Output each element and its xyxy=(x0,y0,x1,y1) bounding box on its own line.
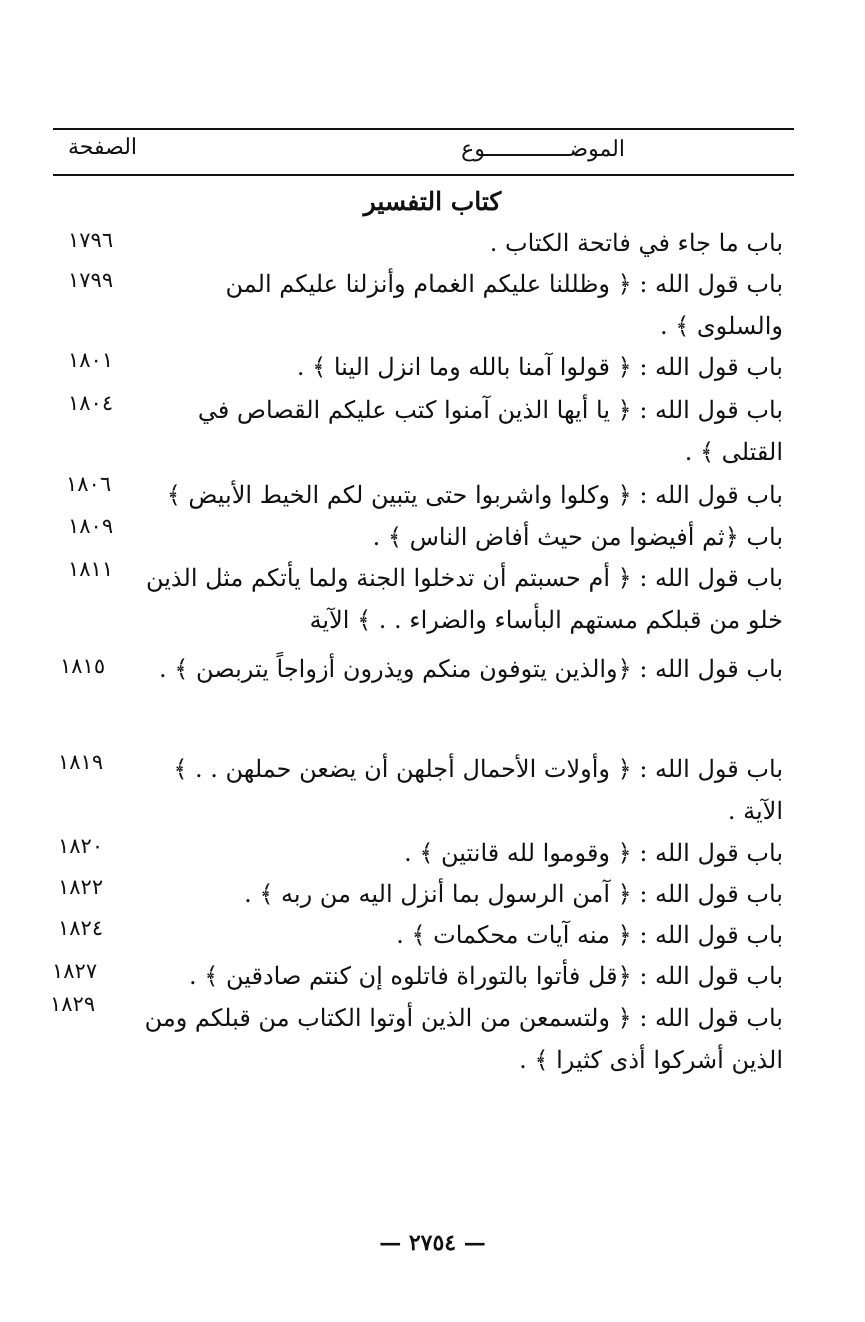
toc-entry-11: باب قول الله : ﴿ آمن الرسول بما أنزل اليه من ربه ﴾ . xyxy=(244,880,783,908)
toc-entry-10: باب قول الله : ﴿ وقوموا لله قانتين ﴾ . xyxy=(404,839,783,867)
header-top-rule xyxy=(53,128,794,130)
toc-entry-1: باب ما جاء في فاتحة الكتاب . xyxy=(489,229,783,257)
toc-entry-8-page: ١٨١٥ xyxy=(60,654,106,678)
toc-entry-1-page: ١٧٩٦ xyxy=(68,228,114,252)
toc-entry-4-page: ١٨٠٤ xyxy=(68,391,114,415)
page-number-footer: — ٢٧٥٤ — xyxy=(379,1230,486,1256)
toc-entry-7: باب قول الله : ﴿ أم حسبتم أن تدخلوا الجنة ولما يأتكم مثل الذين خلو من قبلكم مستهم البأساء والضراء . . ﴾ الآية xyxy=(145,564,783,634)
toc-entry-4: باب قول الله : ﴿ يا أيها الذين آمنوا كتب عليكم القصاص في القتلى ﴾ . xyxy=(197,396,783,466)
toc-entry-7-page: ١٨١١ xyxy=(68,557,114,581)
header-page-label: الصفحة xyxy=(68,135,138,160)
toc-entry-3-page: ١٨٠١ xyxy=(68,348,114,372)
toc-entry-9-page: ١٨١٩ xyxy=(58,750,104,774)
toc-entry-9: باب قول الله : ﴿ وأولات الأحمال أجلهن أن يضعن حملهن . . ﴾ الآية . xyxy=(173,755,783,825)
toc-entry-2-page: ١٧٩٩ xyxy=(68,268,114,292)
toc-entry-6-page: ١٨٠٩ xyxy=(68,514,114,538)
toc-entry-11-page: ١٨٢٢ xyxy=(58,875,104,899)
section-title: كتاب التفسير xyxy=(363,187,502,216)
header-topic-label: الموضـــــــــــــوع xyxy=(461,137,625,162)
toc-entry-14-page: ١٨٢٩ xyxy=(50,992,96,1016)
toc-entry-3: باب قول الله : ﴿ قولوا آمنا بالله وما انزل الينا ﴾ . xyxy=(296,353,783,381)
toc-entry-13-page: ١٨٢٧ xyxy=(52,959,98,983)
toc-entry-10-page: ١٨٢٠ xyxy=(58,834,104,858)
toc-entry-8: باب قول الله : ﴿والذين يتوفون منكم ويذرون أزواجاً يتربصن ﴾ . xyxy=(159,655,783,683)
toc-entry-6: باب ﴿ثم أفيضوا من حيث أفاض الناس ﴾ . xyxy=(372,523,783,551)
toc-entry-12: باب قول الله : ﴿ منه آيات محكمات ﴾ . xyxy=(396,921,783,949)
header-bottom-rule xyxy=(53,174,794,176)
toc-entry-12-page: ١٨٢٤ xyxy=(58,916,104,940)
toc-entry-5-page: ١٨٠٦ xyxy=(66,472,112,496)
toc-entry-5: باب قول الله : ﴿ وكلوا واشربوا حتى يتبين لكم الخيط الأبيض ﴾ xyxy=(166,481,783,509)
toc-entry-13: باب قول الله : ﴿قل فأتوا بالتوراة فاتلوه إن كنتم صادقين ﴾ . xyxy=(189,962,783,990)
toc-entry-2: باب قول الله : ﴿ وظللنا عليكم الغمام وأنزلنا عليكم المن والسلوى ﴾ . xyxy=(225,270,783,340)
toc-entry-14: باب قول الله : ﴿ ولتسمعن من الذين أوتوا الكتاب من قبلكم ومن الذين أشركوا أذى كثيرا ﴾ . xyxy=(144,1004,783,1074)
page-number: ٢٧٥٤ xyxy=(408,1230,457,1256)
